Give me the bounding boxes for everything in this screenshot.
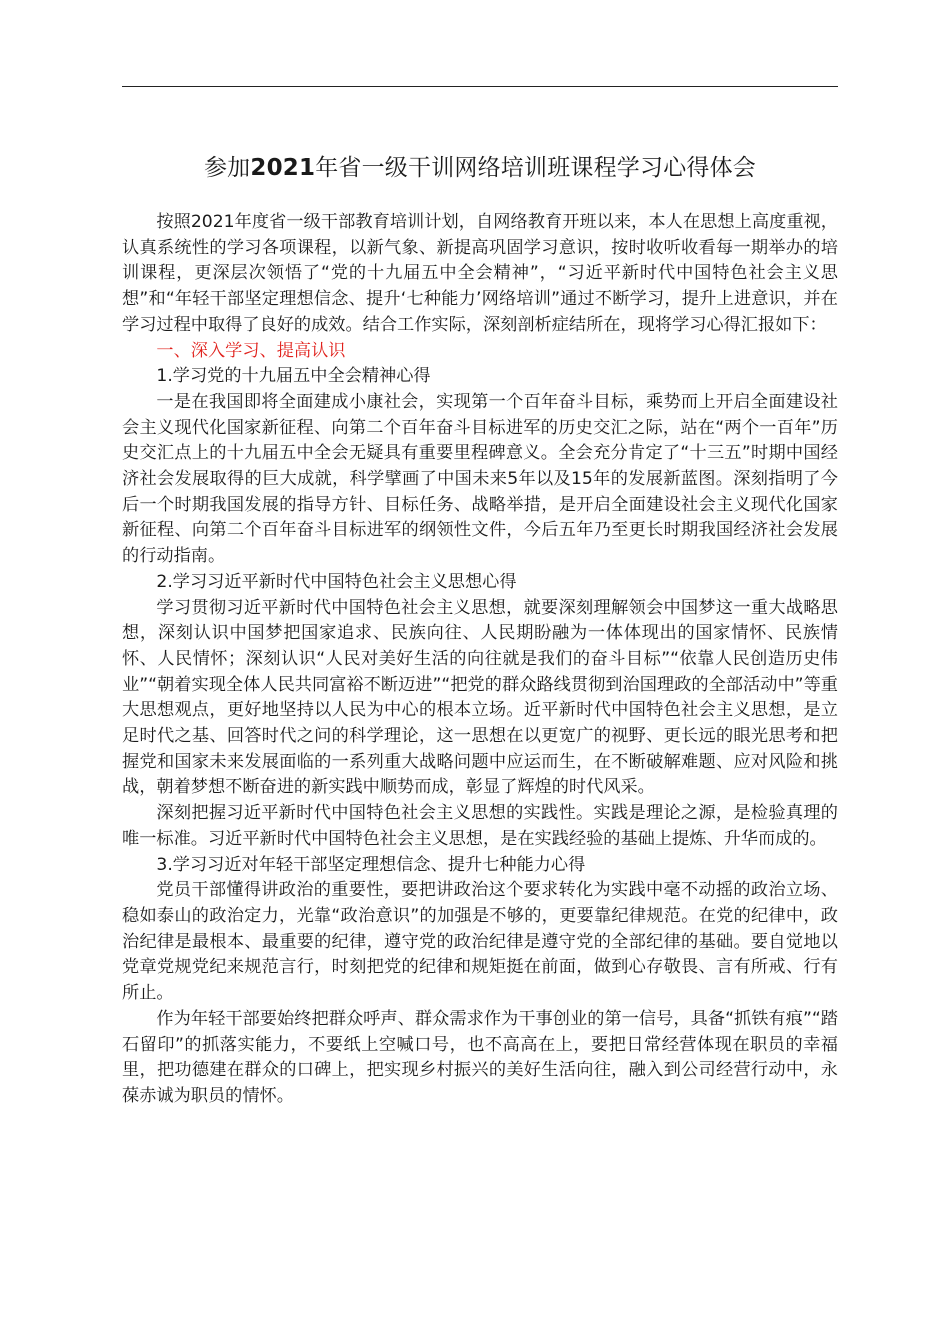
subheading: 1.学习党的十九届五中全会精神心得: [156, 366, 431, 387]
intro-paragraph: 按照2021年度省一级干部教育培训计划，自网络教育开班以来，本人在思想上高度重视，认真系统性的学习各项课程，以新气象、新提高巩固学习意识，按时收听收看每一期举办的培训课程，更深层次领悟了“党的十九届五中全会精神”，“习近平新时代中国特色社会主义思想”和“年轻干部坚定理想信念、提升‘七种能力’网络培训”通过不断学习，提升上进意识，并在学习过程中取得了良好的成效。结合工作实际，深刻剖析症结所在，现将学习心得汇报如下：: [122, 212, 838, 335]
section-heading: 一、深入学习、提高认识: [156, 340, 346, 361]
header-rule: [122, 86, 838, 87]
title-suffix: 年省一级干训网络培训班课程学习心得体会: [315, 155, 757, 181]
subheading: 3.学习习近对年轻干部坚定理想信念、提升七种能力心得: [156, 854, 586, 875]
paragraph: 学习贯彻习近平新时代中国特色社会主义思想，就要深刻理解领会中国梦这一重大战略思想，深刻认识中国梦把国家追求、民族向往、人民期盼融为一体体现出的国家情怀、民族情怀、人民情怀；深刻认识“人民对美好生活的向往就是我们的奋斗目标”“依靠人民创造历史伟业”“朝着实现全体人民共同富裕不断迈进”“把党的群众路线贯彻到治国理政的全部活动中”等重大思想观点，更好地坚持以人民为中心的根本立场。近平新时代中国特色社会主义思想，是立足时代之基、回答时代之问的科学理论，这一思想在以更宽广的视野、更长远的眼光思考和把握党和国家未来发展面临的一系列重大战略问题中应运而生，在不断破解难题、应对风险和挑战，朝着梦想不断奋进的新实践中顺势而成，彰显了辉煌的时代风采。: [122, 597, 838, 798]
paragraph: 作为年轻干部要始终把群众呼声、群众需求作为干事创业的第一信号，具备“抓铁有痕”“踏石留印”的抓落实能力，不要纸上空喊口号，也不高高在上，要把日常经营体现在职员的幸福里，把功德建在群众的口碑上，把实现乡村振兴的美好生活向往，融入到公司经营行动中，永葆赤诚为职员的情怀。: [122, 1008, 838, 1106]
document-body: [122, 210, 838, 1110]
title-prefix: 参加: [203, 155, 251, 181]
paragraph: 党员干部懂得讲政治的重要性，要把讲政治这个要求转化为实践中毫不动摇的政治立场、稳如泰山的政治定力，光靠“政治意识”的加强是不够的，更要靠纪律规范。在党的纪律中，政治纪律是最根本、最重要的纪律，遵守党的政治纪律是遵守党的全部纪律的基础。要自觉地以党章党规党纪来规范言行，时刻把党的纪律和规矩挺在前面，做到心存敬畏、言有所戒、行有所止。: [122, 880, 838, 1004]
title-year: 2021: [250, 155, 316, 181]
paragraph: 深刻把握习近平新时代中国特色社会主义思想的实践性。实践是理论之源，是检验真理的唯一标准。习近平新时代中国特色社会主义思想，是在实践经验的基础上提炼、升华而成的。: [122, 803, 838, 849]
document-title: [122, 150, 838, 186]
paragraph: 一是在我国即将全面建成小康社会，实现第一个百年奋斗目标，乘势而上开启全面建设社会主义现代化国家新征程、向第二个百年奋斗目标进军的历史交汇之际，站在“两个一百年”历史交汇点上的十九届五中全会无疑具有重要里程碑意义。全会充分肯定了“十三五”时期中国经济社会发展取得的巨大成就，科学擘画了中国未来5年以及15年的发展新蓝图。深刻指明了今后一个时期我国发展的指导方针、目标任务、战略举措，是开启全面建设社会主义现代化国家新征程、向第二个百年奋斗目标进军的纲领性文件，今后五年乃至更长时期我国经济社会发展的行动指南。: [122, 391, 838, 567]
subheading: 2.学习习近平新时代中国特色社会主义思想心得: [156, 571, 517, 592]
